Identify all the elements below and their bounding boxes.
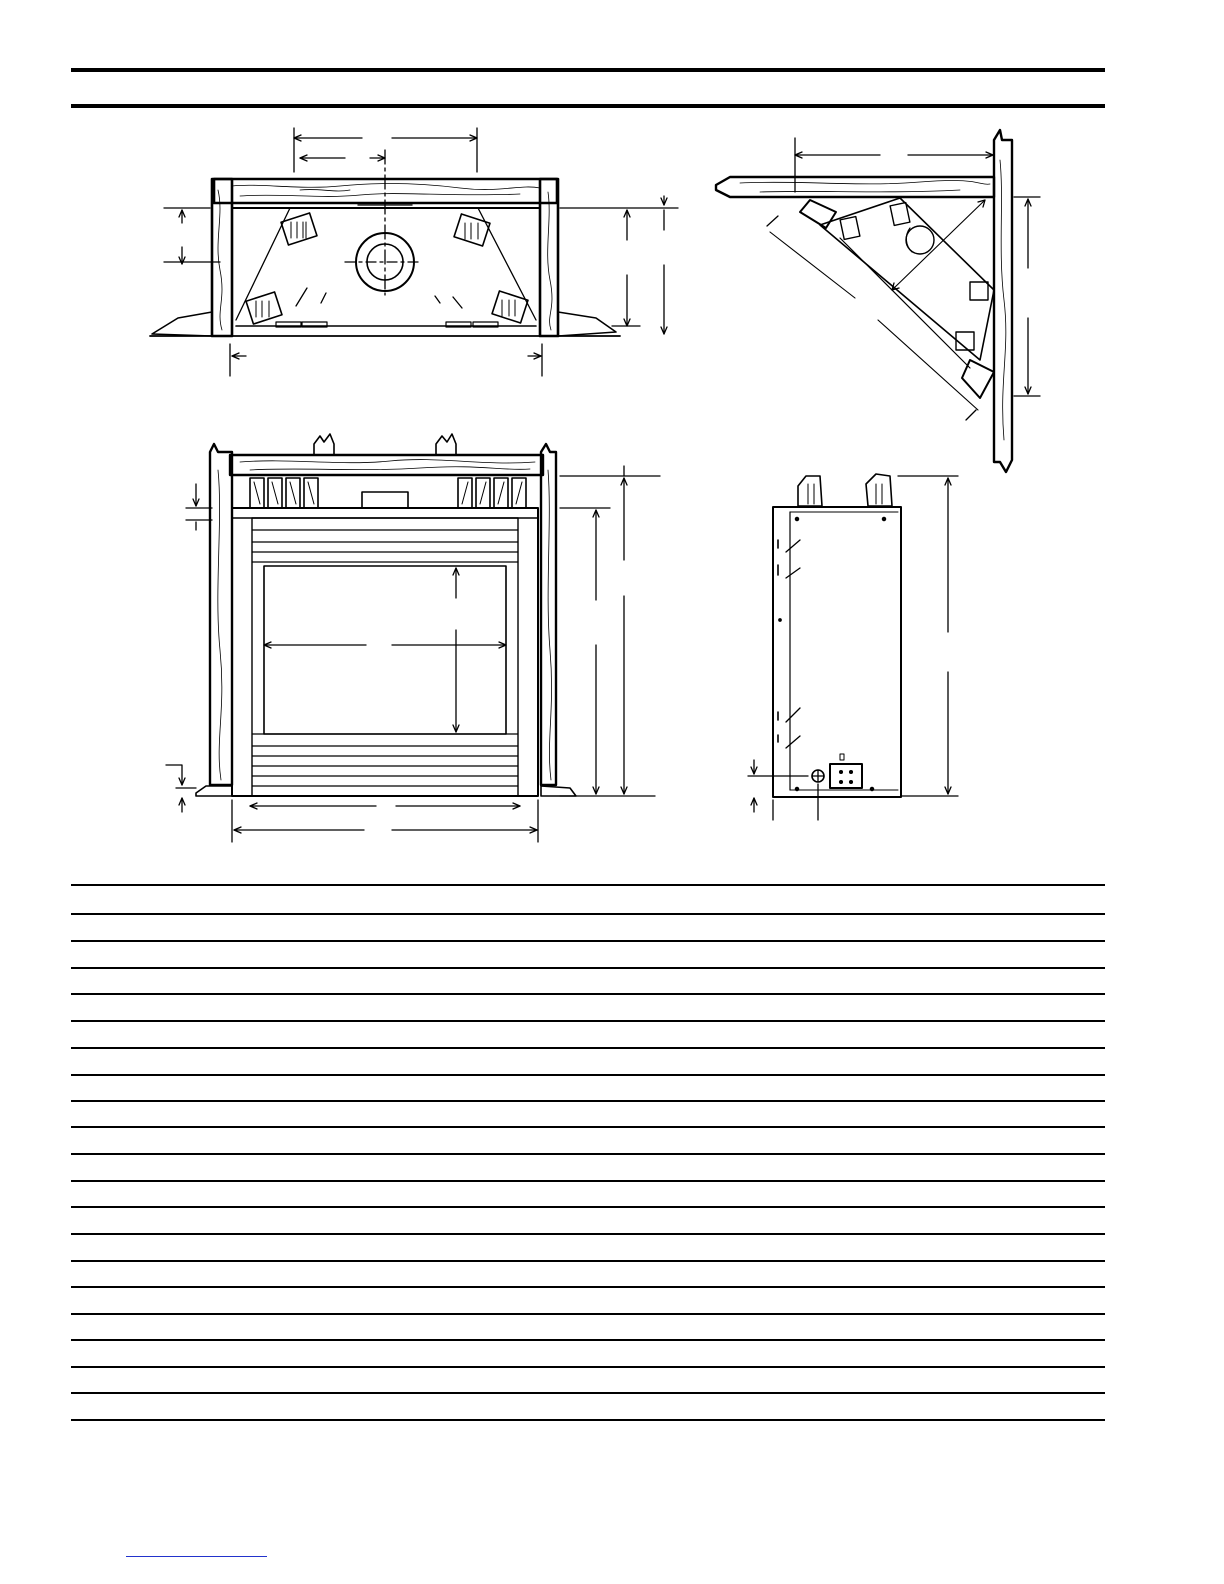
top-view-flush — [150, 128, 678, 376]
table-row — [71, 1047, 1105, 1049]
footer-link-underline[interactable] — [126, 1556, 267, 1557]
table-row — [71, 913, 1105, 915]
table-row — [71, 1233, 1105, 1235]
table-row — [71, 993, 1105, 995]
front-view — [166, 434, 660, 842]
table-row — [71, 940, 1105, 942]
table-row — [71, 1180, 1105, 1182]
table-row — [71, 1126, 1105, 1128]
top-view-corner — [716, 130, 1040, 472]
table-row — [71, 1313, 1105, 1315]
table-row — [71, 967, 1105, 969]
table-row — [71, 1074, 1105, 1076]
table-row — [71, 1339, 1105, 1341]
table-row — [71, 1366, 1105, 1368]
table-row — [71, 1286, 1105, 1288]
table-row — [71, 1206, 1105, 1208]
table-row — [71, 1260, 1105, 1262]
side-view — [748, 474, 958, 820]
table-row — [71, 1020, 1105, 1022]
table-row — [71, 1153, 1105, 1155]
table-row — [71, 1419, 1105, 1421]
table-row — [71, 884, 1105, 886]
table-row — [71, 1100, 1105, 1102]
table-row — [71, 1392, 1105, 1394]
